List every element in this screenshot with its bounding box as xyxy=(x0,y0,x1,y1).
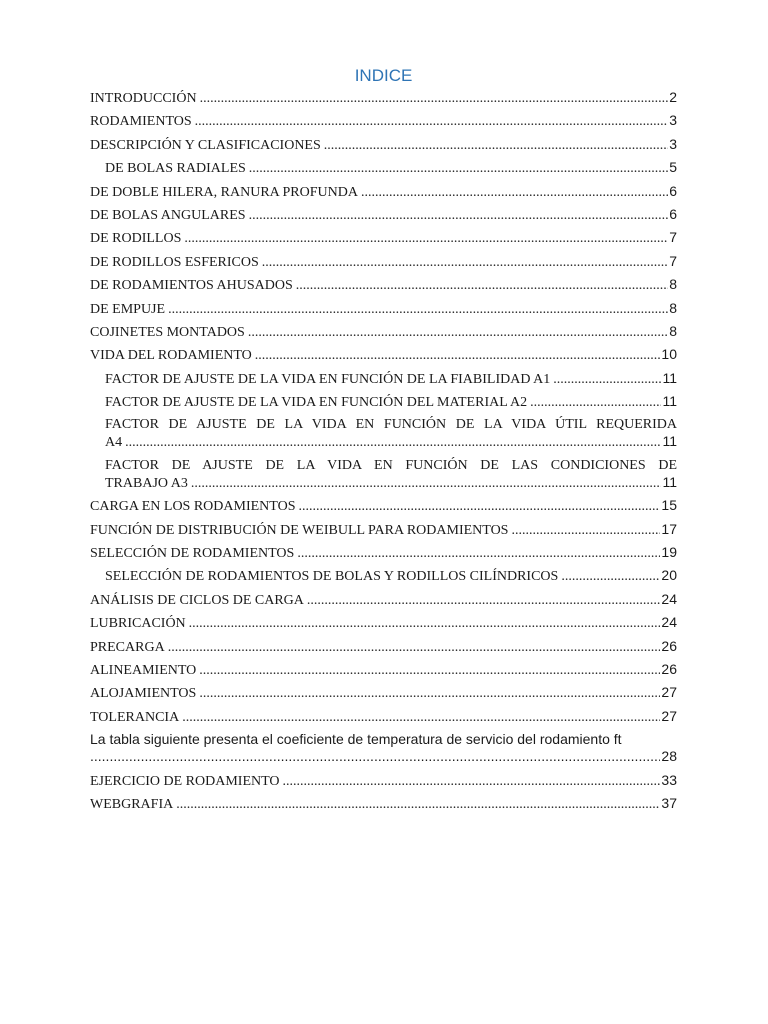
toc-entry[interactable] xyxy=(90,253,677,270)
toc-entry[interactable] xyxy=(90,136,677,153)
toc-entry-text-continued: A4 xyxy=(105,435,123,451)
dot-leader xyxy=(125,434,661,450)
toc-entry[interactable] xyxy=(90,229,677,246)
toc-entry-page: 8 xyxy=(669,276,677,293)
dot-leader xyxy=(176,796,660,812)
toc-entry-text: ALOJAMIENTOS xyxy=(90,686,197,702)
toc-entry[interactable] xyxy=(90,393,677,410)
toc-entry[interactable] xyxy=(90,346,677,363)
dot-leader xyxy=(168,639,661,655)
toc-entry-page: 33 xyxy=(661,771,677,788)
toc-entry[interactable] xyxy=(90,708,677,725)
dot-leader xyxy=(199,662,660,678)
dot-leader xyxy=(182,709,660,725)
toc-entry[interactable] xyxy=(90,772,677,789)
dot-leader xyxy=(248,324,668,340)
toc-entry-text: DE RODILLOS xyxy=(90,231,182,247)
toc-entry-text: PRECARGA xyxy=(90,639,165,655)
toc-entry-text: RODAMIENTOS xyxy=(90,114,192,130)
toc-entry-text: CARGA EN LOS RODAMIENTOS xyxy=(90,499,296,515)
toc-entry[interactable] xyxy=(90,183,677,200)
dot-leader xyxy=(553,371,661,387)
toc-entry[interactable] xyxy=(90,661,677,678)
toc-entry-text: DE DOBLE HILERA, RANURA PROFUNDA xyxy=(90,184,358,200)
toc-entry-page: 28 xyxy=(661,748,677,765)
toc-entry-text: DESCRIPCIÓN Y CLASIFICACIONES xyxy=(90,137,321,153)
toc-entry-text: ALINEAMIENTO xyxy=(90,662,197,678)
dot-leader xyxy=(561,568,660,584)
toc-entry-page: 11 xyxy=(662,433,677,450)
toc-entry[interactable] xyxy=(90,416,677,450)
toc-entry-text: FACTOR DE AJUSTE DE LA VIDA EN FUNCIÓN DE LA VIDA ÚTIL REQUERIDA xyxy=(105,417,677,433)
toc-entry-page: 27 xyxy=(661,707,677,724)
toc-entry-text: FACTOR DE AJUSTE DE LA VIDA EN FUNCIÓN DE LA FIABILIDAD A1 xyxy=(105,371,551,387)
toc-entry-text: TOLERANCIA xyxy=(90,709,180,725)
dot-leader xyxy=(191,475,662,491)
dot-leader xyxy=(195,113,669,129)
toc-entry-text: DE RODILLOS ESFERICOS xyxy=(90,254,259,270)
toc-entry-text: La tabla siguiente presenta el coeficiente de temperatura de servicio del rodamiento ft xyxy=(90,731,622,748)
toc-entry-page: 37 xyxy=(661,794,677,811)
toc-entry-page: 2 xyxy=(669,89,677,105)
dot-leader xyxy=(361,184,668,200)
toc-entry[interactable] xyxy=(90,206,677,223)
toc-title: INDICE xyxy=(354,66,413,85)
toc-entry-text: LUBRICACIÓN xyxy=(90,616,186,632)
dot-leader xyxy=(307,592,661,608)
dot-leader xyxy=(199,685,660,701)
dot-leader xyxy=(297,545,660,561)
toc-entry[interactable] xyxy=(90,159,677,176)
toc-entry[interactable] xyxy=(90,112,677,129)
toc-entry-text: EJERCICIO DE RODAMIENTO xyxy=(90,773,280,789)
toc-entry[interactable] xyxy=(90,684,677,701)
toc-entry-text: COJINETES MONTADOS xyxy=(90,324,245,340)
toc-entry-page: 6 xyxy=(669,182,677,199)
dot-leader xyxy=(530,394,661,410)
toc-entry[interactable] xyxy=(90,638,677,655)
toc-entry[interactable] xyxy=(90,457,677,491)
toc-entry[interactable] xyxy=(90,276,677,293)
toc-entry[interactable] xyxy=(90,497,677,514)
toc-entry-page: 27 xyxy=(661,684,677,701)
toc-entry-text: FACTOR DE AJUSTE DE LA VIDA EN FUNCIÓN DEL MATERIAL A2 xyxy=(105,395,528,411)
toc-entry-text: FACTOR DE AJUSTE DE LA VIDA EN FUNCIÓN DE LAS CONDICIONES DE xyxy=(105,457,677,473)
toc-entry-text: FUNCIÓN DE DISTRIBUCIÓN DE WEIBULL PARA RODAMIENTOS xyxy=(90,522,509,538)
toc-entry[interactable] xyxy=(90,544,677,561)
toc-entry[interactable] xyxy=(90,521,677,538)
toc-entry-page: 26 xyxy=(661,637,677,654)
toc-entry-page: 3 xyxy=(669,112,677,129)
toc-entry[interactable] xyxy=(90,300,677,317)
toc-entry-page: 11 xyxy=(662,473,677,490)
toc-entry[interactable] xyxy=(90,323,677,340)
toc-entry-page: 3 xyxy=(669,135,677,152)
toc-entry-text: ANÁLISIS DE CICLOS DE CARGA xyxy=(90,592,304,608)
dot-leader xyxy=(90,748,660,765)
toc-entry-text: SELECCIÓN DE RODAMIENTOS xyxy=(90,546,295,562)
toc-entry[interactable] xyxy=(90,614,677,631)
toc-entry-page: 8 xyxy=(669,299,677,316)
toc-entry-page: 24 xyxy=(661,590,677,607)
dot-leader xyxy=(324,137,668,153)
dot-leader xyxy=(200,90,669,106)
toc-entry-page: 7 xyxy=(669,252,677,269)
dot-leader xyxy=(262,254,668,270)
dot-leader xyxy=(283,773,661,789)
toc-entry-text: VIDA DEL RODAMIENTO xyxy=(90,348,252,364)
toc-entry-page: 24 xyxy=(661,614,677,631)
dot-leader xyxy=(296,277,668,293)
toc-entry-text: DE BOLAS ANGULARES xyxy=(90,207,246,223)
toc-entry-text: DE BOLAS RADIALES xyxy=(105,161,246,177)
toc-entry-page: 20 xyxy=(661,567,677,584)
toc-entry-text: INTRODUCCIÓN xyxy=(90,91,197,106)
dot-leader xyxy=(168,301,668,317)
toc-entry-page: 26 xyxy=(661,660,677,677)
toc-entry-text-continued: TRABAJO A3 xyxy=(105,475,188,491)
toc-entry-text: SELECCIÓN DE RODAMIENTOS DE BOLAS Y RODILLOS CILÍNDRICOS xyxy=(105,569,559,585)
toc-entry-page: 11 xyxy=(662,393,677,410)
toc-entry[interactable] xyxy=(90,370,677,387)
toc-entry-page: 17 xyxy=(661,520,677,537)
toc-entry-page: 7 xyxy=(669,229,677,246)
toc-entry[interactable] xyxy=(90,89,677,106)
toc-entry-page: 19 xyxy=(661,544,677,561)
dot-leader xyxy=(511,522,660,538)
toc-entry-page: 6 xyxy=(669,205,677,222)
toc-entry[interactable] xyxy=(90,567,677,584)
toc-entry[interactable] xyxy=(90,731,677,765)
dot-leader xyxy=(184,230,668,246)
toc-entry-page: 15 xyxy=(661,497,677,514)
table-of-contents xyxy=(90,64,677,818)
toc-entry-page: 10 xyxy=(661,346,677,363)
toc-entry[interactable] xyxy=(90,795,677,812)
toc-entry-page: 11 xyxy=(662,369,677,386)
dot-leader xyxy=(249,207,669,223)
toc-entry-text: WEBGRAFIA xyxy=(90,796,174,812)
dot-leader xyxy=(189,615,661,631)
dot-leader xyxy=(249,160,668,176)
toc-entry-text: DE RODAMIENTOS AHUSADOS xyxy=(90,278,293,294)
toc-entry-page: 5 xyxy=(669,159,677,176)
toc-entry-text: DE EMPUJE xyxy=(90,301,166,317)
toc-entry-page: 8 xyxy=(669,322,677,339)
dot-leader xyxy=(255,347,661,363)
toc-entry[interactable] xyxy=(90,591,677,608)
dot-leader xyxy=(298,498,660,514)
